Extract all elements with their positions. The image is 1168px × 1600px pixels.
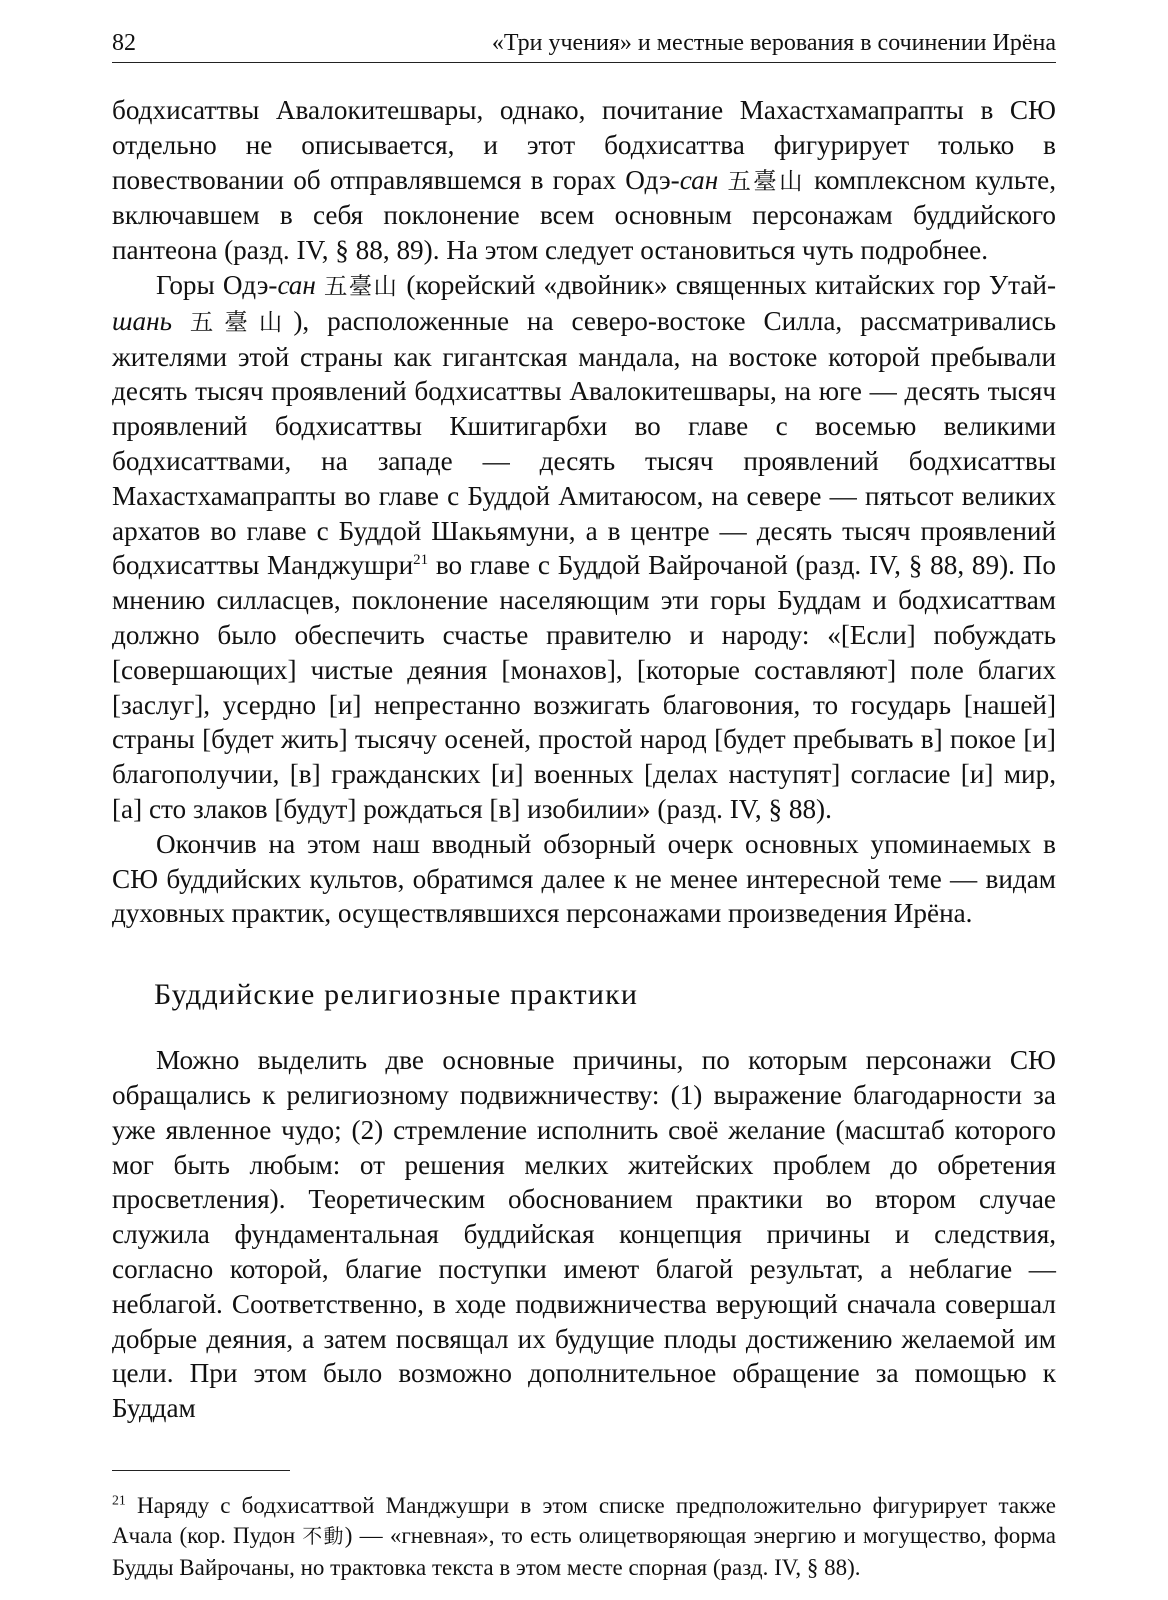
romanization-italic: сан: [277, 269, 316, 300]
paragraph-text: комплексном культе, включавшем в себя поклонение всем основным персонажам буддийского пантеона (разд. IV, § 88, 89). На этом следует остановиться чуть подробнее.: [112, 164, 1056, 266]
book-page: [112, 28, 1056, 1583]
romanization-italic: шань: [112, 305, 172, 336]
footnote-text: Наряду с бодхисаттвой Манджушри в этом списке предположительно фигурирует также Ачала (кор. Пудон: [112, 1492, 1056, 1549]
footnote-number: 21: [112, 1492, 126, 1508]
footnote-reference[interactable]: 21: [413, 552, 429, 569]
paragraph-text: во главе с Буддой Вайрочаной (разд. IV, § 88, 89). По мнению силласцев, поклонение населяющим эти горы Буддам и бодхисаттвам должно было обеспечить счастье правителю и народу: «[Если] побуждать [совершающих] чистые деяния [монахов], [которые составляют] поле благих [заслуг], усердно [и] непрестанно возжигать благовония, то государь [нашей] страны [будет жить] тысячу осеней, простой народ [будет пребывать в] покое [и] благополучии, [в] гражданских [и] военных [делах наступят] согласие [и] мир, [а] сто злаков [будут] рождаться [в] изобилии» (разд. IV, § 88).: [112, 550, 1056, 824]
footnotes: [112, 1491, 1056, 1584]
paragraph-1: [112, 93, 1056, 268]
romanization-italic: сан: [679, 164, 719, 195]
section-heading: Буддийские религиозные практики: [154, 978, 639, 1012]
paragraph-text: ), расположенные на северо-востоке Силла, рассматривались жителями этой страны как гигантская мандала, на востоке которой пребывали десять тысяч проявлений бодхисаттвы Авалокитешвары, на юге — десять тысяч проявлений бодхисаттвы Кшитигарбхи во главе с восемью великими бодхисаттвами, на западе — десять тысяч проявлений бодхисаттвы Махастхамапрапты во главе с Буддой Амитаюсом, на севере — пятьсот великих архатов во главе с Буддой Шакьямуни, а в центре — десять тысяч проявлений бодхисаттвы Манджушри: [112, 305, 1056, 581]
cjk-characters: 五臺山: [324, 271, 399, 300]
section-paragraph: Можно выделить две основные причины, по которым персонажи СЮ обращались к религиозному подвижничеству: (1) выражение благодарности за уже явленное чудо; (2) стремление исполнить своё желание (масштаб которого мог быть любым: от решения мелких житейских проблем до обретения просветления). Теоретическим обоснованием практики во втором случае служила фундаментальная буддийская концепция причины и следствия, согласно которой, благие поступки имеют благой результат, а неблагие — неблагой. Соответственно, в ходе подвижничества верующий сначала совершал добрые деяния, а затем посвящал их будущие плоды достижению желаемой им цели. При этом было возможно дополнительное обращение за помощью к Буддам: [112, 1045, 1056, 1424]
running-title: «Три учения» и местные верования в сочинении Ирёна: [491, 30, 1056, 56]
cjk-characters: 不動: [302, 1525, 345, 1549]
cjk-characters: 五臺山: [727, 166, 805, 195]
page-number: 82: [112, 30, 136, 56]
section-body: [112, 1043, 1056, 1426]
footnote: [112, 1491, 1056, 1584]
paragraph-2: [112, 268, 1056, 827]
cjk-characters: 五臺山: [189, 307, 294, 336]
body-text: [112, 93, 1056, 931]
paragraph-text: Горы Одэ-: [156, 269, 278, 300]
running-header: [112, 28, 1056, 63]
footnote-divider: [112, 1470, 290, 1471]
footnote-text: ) — «гневная», то есть олицетворяющая энергию и могущество, форма Будды Вайрочаны, но трактовка текста в этом месте спорная (разд. IV, § 88).: [112, 1523, 1056, 1580]
paragraph-text: (корейский «двойник» священных китайских гор Утай-: [398, 269, 1057, 300]
paragraph-3: Окончив на этом наш вводный обзорный очерк основных упоминаемых в СЮ буддийских культов, обратимся далее к не менее интересной теме — видам духовных практик, осуществлявшихся персонажами произведения Ирёна.: [112, 828, 1056, 929]
paragraph-text: бодхисаттвы Авалокитешвары, однако, почитание Махастхамапрапты в СЮ отдельно не описывается, и этот бодхисаттва фигурирует только в повествовании об отправлявшемся в горах Одэ-: [112, 95, 1056, 195]
